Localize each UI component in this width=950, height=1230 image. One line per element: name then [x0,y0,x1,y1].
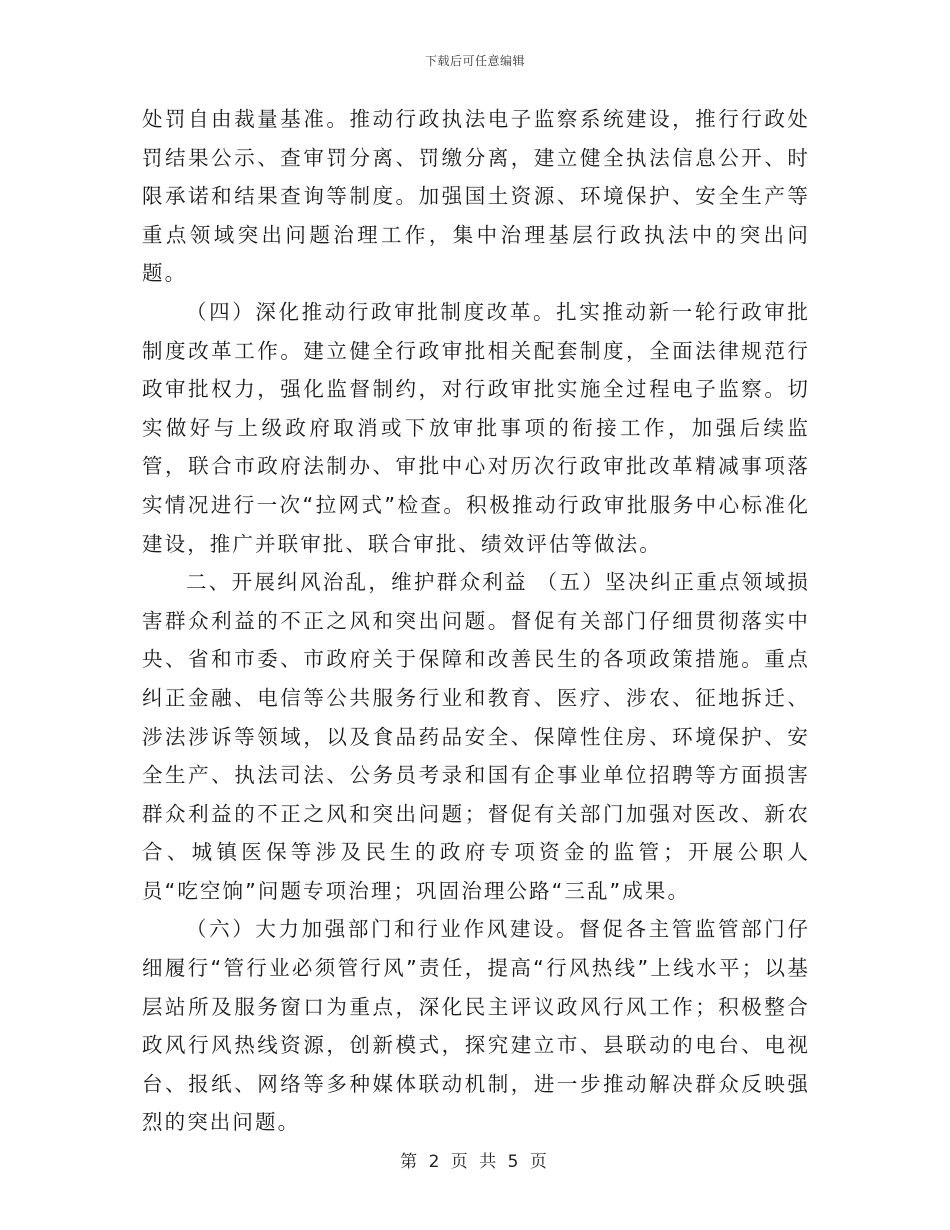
paragraph-section-6: （六）大力加强部门和行业作风建设。督促各主管监管部门仔细履行“管行业必须管行风”责任，提高“行风热线”上线水平；以基层站所及服务窗口为重点，深化民主评议政风行风工作；积极整合政风行风热线资源，创新模式，探究建立市、县联动的电台、电视台、报纸、网络等多种媒体联动机制，进一步推动解决群众反映强烈的突出问题。 [142,917,810,1135]
paragraph-continuation: 处罚自由裁量基准。推动行政执法电子监察系统建设，推行行政处罚结果公示、查审罚分离、罚缴分离，建立健全执法信息公开、时限承诺和结果查询等制度。加强国土资源、环境保护、安全生产等重点领域突出问题治理工作，集中治理基层行政执法中的突出问题。 [142,107,810,286]
paragraph-section-2-5: 二、开展纠风治乱，维护群众利益 （五）坚决纠正重点领域损害群众利益的不正之风和突出问题。督促有关部门仔细贯彻落实中央、省和市委、市政府关于保障和改善民生的各项政策措施。重点纠正金融、电信等公共服务行业和教育、医疗、涉农、征地拆迁、涉法涉诉等领域，以及食品药品安全、保障性住房、环境保护、安全生产、执法司法、公务员考录和国有企事业单位招聘等方面损害群众利益的不正之风和突出问题；督促有关部门加强对医改、新农合、城镇医保等涉及民生的政府专项资金的监管；开展公职人员“吃空饷”问题专项治理；巩固治理公路“三乱”成果。 [142,570,810,903]
page-header: 下载后可任意编辑 [424,54,525,68]
paragraph-section-4: （四）深化推动行政审批制度改革。扎实推动新一轮行政审批制度改革工作。建立健全行政审批相关配套制度，全面法律规范行政审批权力，强化监督制约，对行政审批实施全过程电子监察。切实做好与上级政府取消或下放审批事项的衔接工作，加强后续监管，联合市政府法制办、审批中心对历次行政审批改革精减事项落实情况进行一次“拉网式”检查。积极推动行政审批服务中心标准化建设，推广并联审批、联合审批、绩效评估等做法。 [142,299,810,556]
document-body [142,100,810,1142]
page-number-footer: 第 2 页 共 5 页 [400,1152,550,1172]
